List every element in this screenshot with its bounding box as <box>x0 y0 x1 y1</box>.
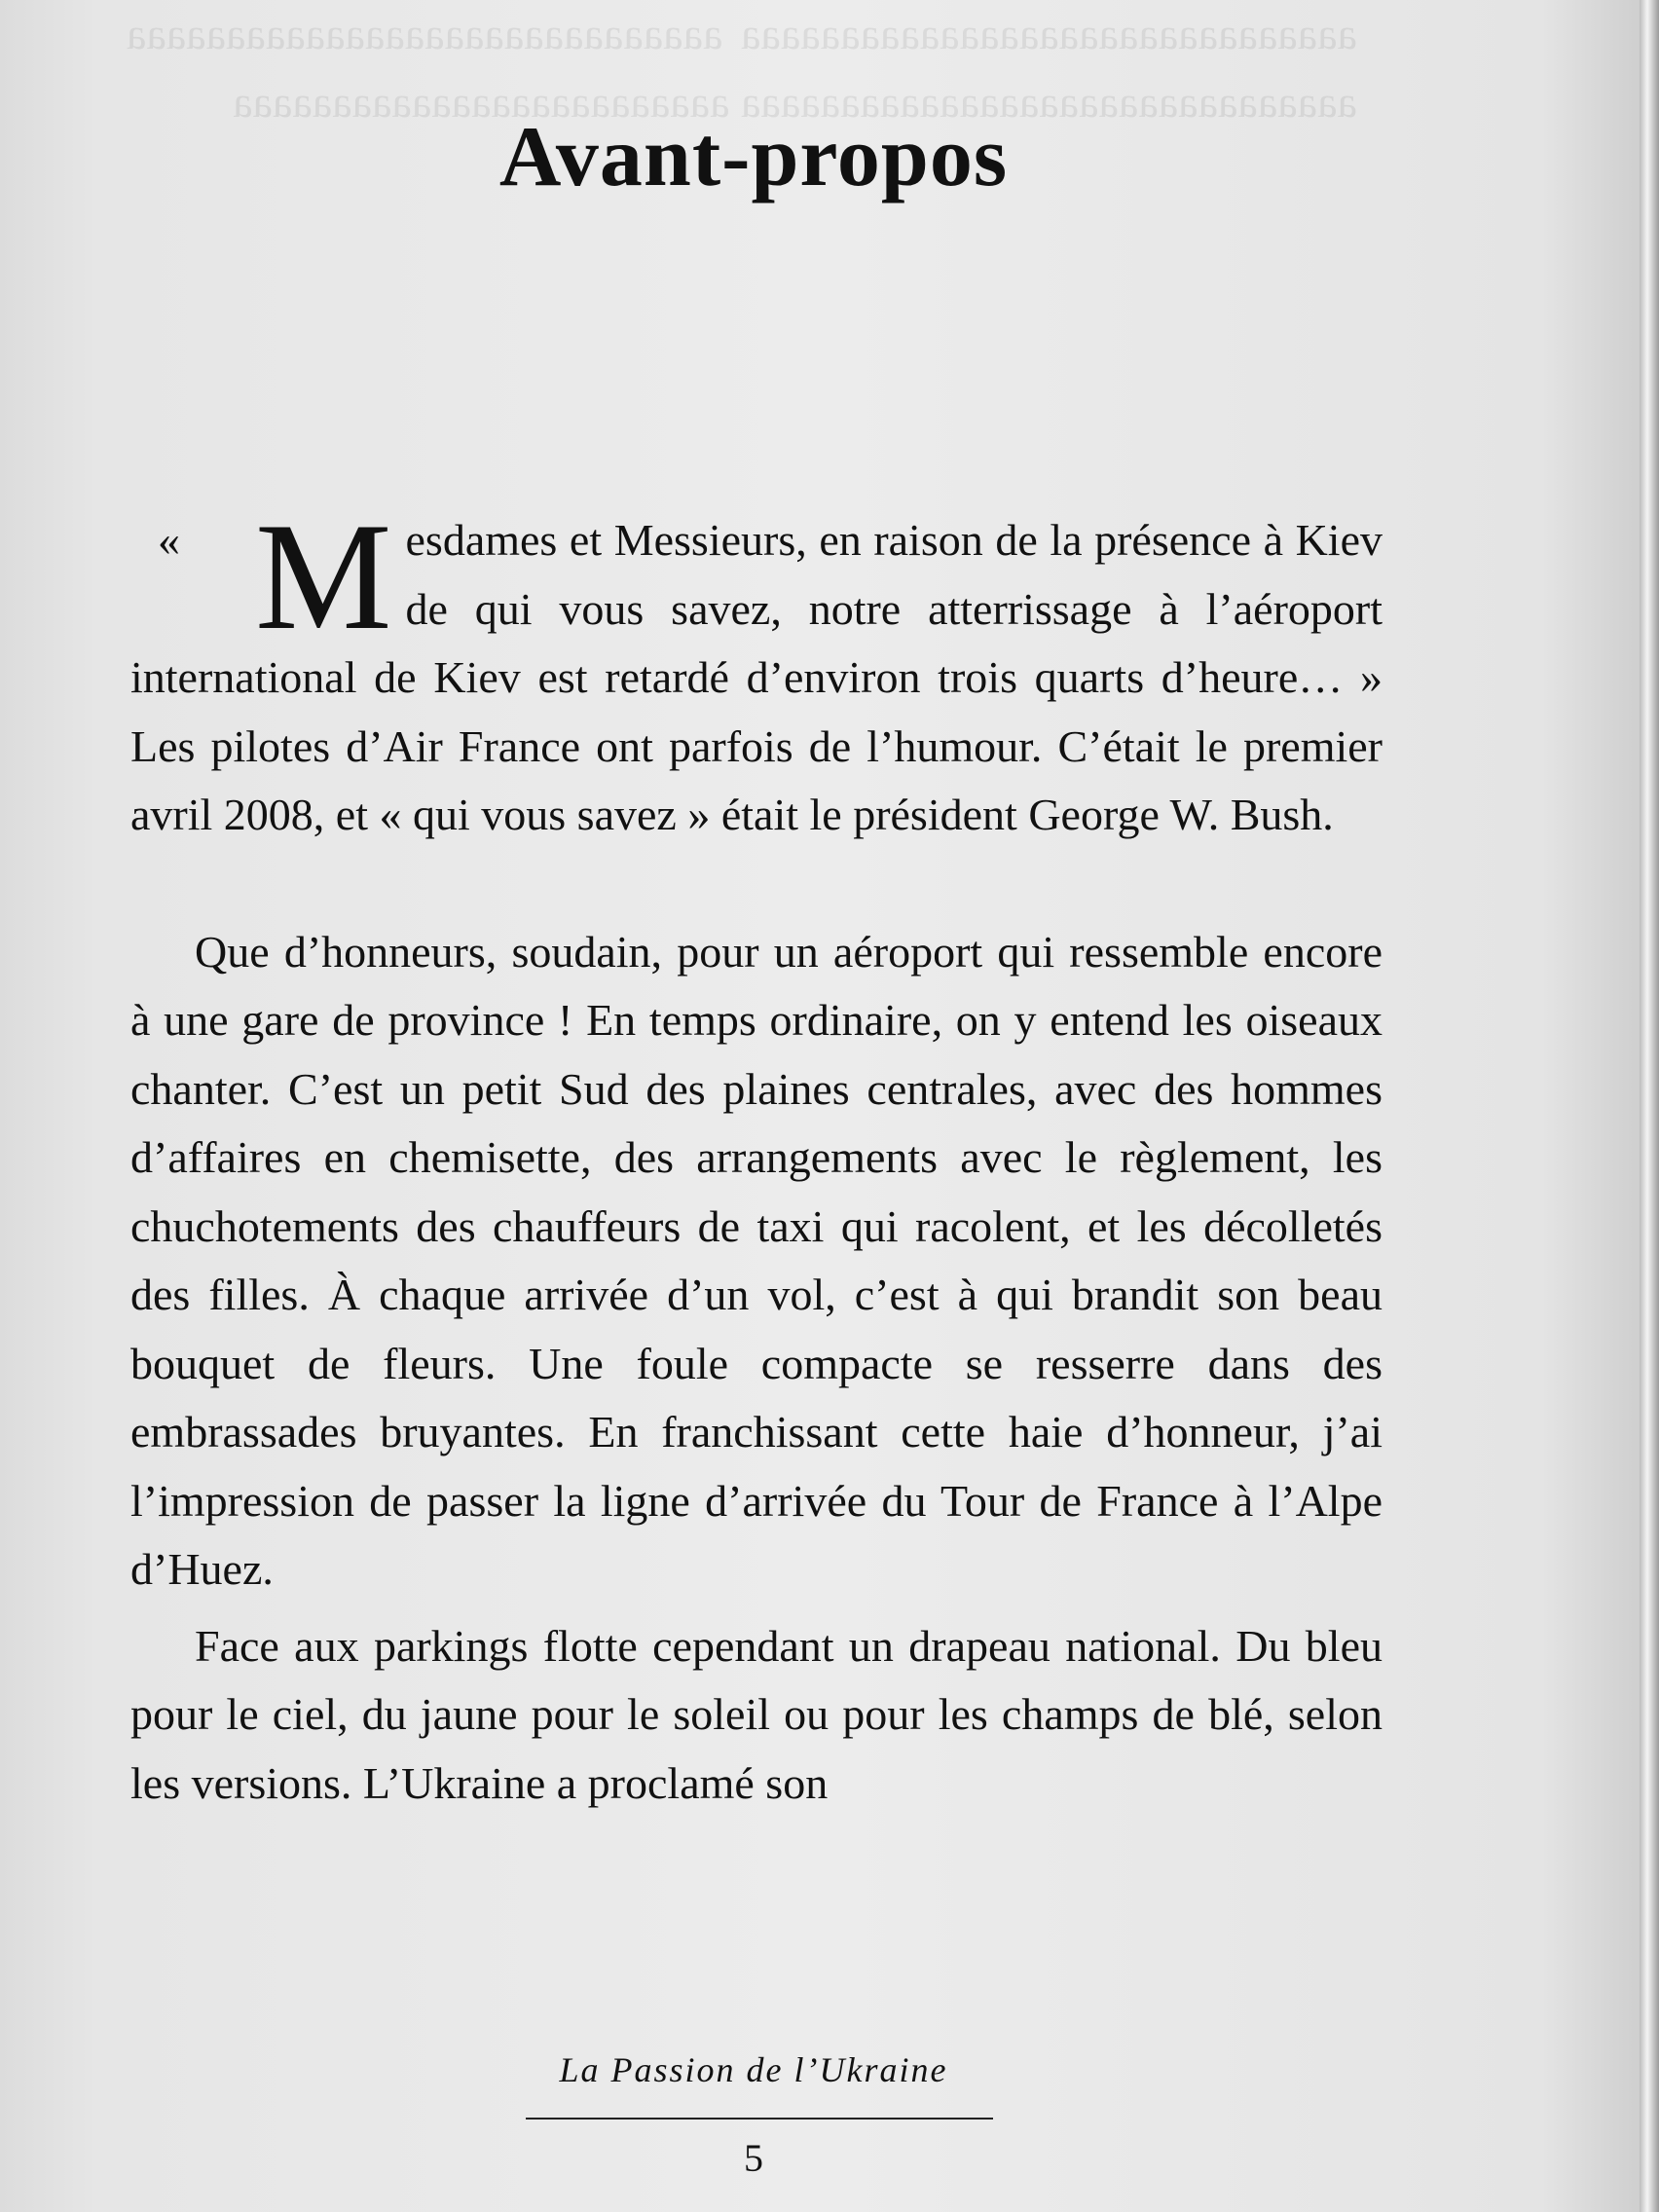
paragraph-flag: Face aux parkings flotte cependant un drapeau national. Du bleu pour le ciel, du jaune pour le soleil ou pour les champs de blé, selon les versions. L’Ukraine a proclamé son <box>130 1620 1382 1808</box>
paragraph-opening <box>130 492 1382 850</box>
footer-divider <box>526 2118 993 2120</box>
running-title: La Passion de l’Ukraine <box>559 2050 948 2089</box>
page-edge-shadow <box>1640 0 1659 2212</box>
paragraph-opening-text: esdames et Messieurs, en raison de la présence à Kiev de qui vous savez, notre atterrissage à l’aéroport international de Kiev est retardé d’environ trois quarts d’heure… » Les pilotes d’Air France ont parfois de l’humour. C’était le premier avril 2008, et « qui vous savez » était le président George W. Bush. <box>130 515 1382 839</box>
paragraph-airport: Que d’honneurs, soudain, pour un aéroport qui ressemble encore à une gare de province ! En temps ordinaire, on y entend les oiseaux chanter. C’est un petit Sud des plaines centrales, avec des hommes d’affaires en chemisette, des arrangements avec le règlement, les chuchotements des chauffeurs de taxi qui racolent, et les décolletés des filles. À chaque arrivée d’un vol, c’est à qui brandit son beau bouquet de fleurs. Une foule compacte se resserre dans des embrassades bruyantes. En franchissant cette haie d’honneur, j’ai l’impression de passer la ligne d’arrivée du Tour de France à l’Alpe d’Huez. <box>130 926 1382 1594</box>
opening-quote-mark: « <box>158 515 180 565</box>
page-number: 5 <box>744 2136 763 2180</box>
body-text <box>130 492 1382 1818</box>
drop-cap: M <box>255 492 392 662</box>
page-title: Avant-propos <box>498 109 1009 204</box>
bleed-through-text: aaaaaaaaaaaaaaaaaaaaaaaaaaaaaaa aaaaaaaaaaaaaaaaaaaaaaaaaaaaaa aaaaaaaaaaaaaaaaaaaaaaaaaaaaaaa aaaaaaaaaaaaaaaaaaaaaaaaa <box>127 9 1357 127</box>
